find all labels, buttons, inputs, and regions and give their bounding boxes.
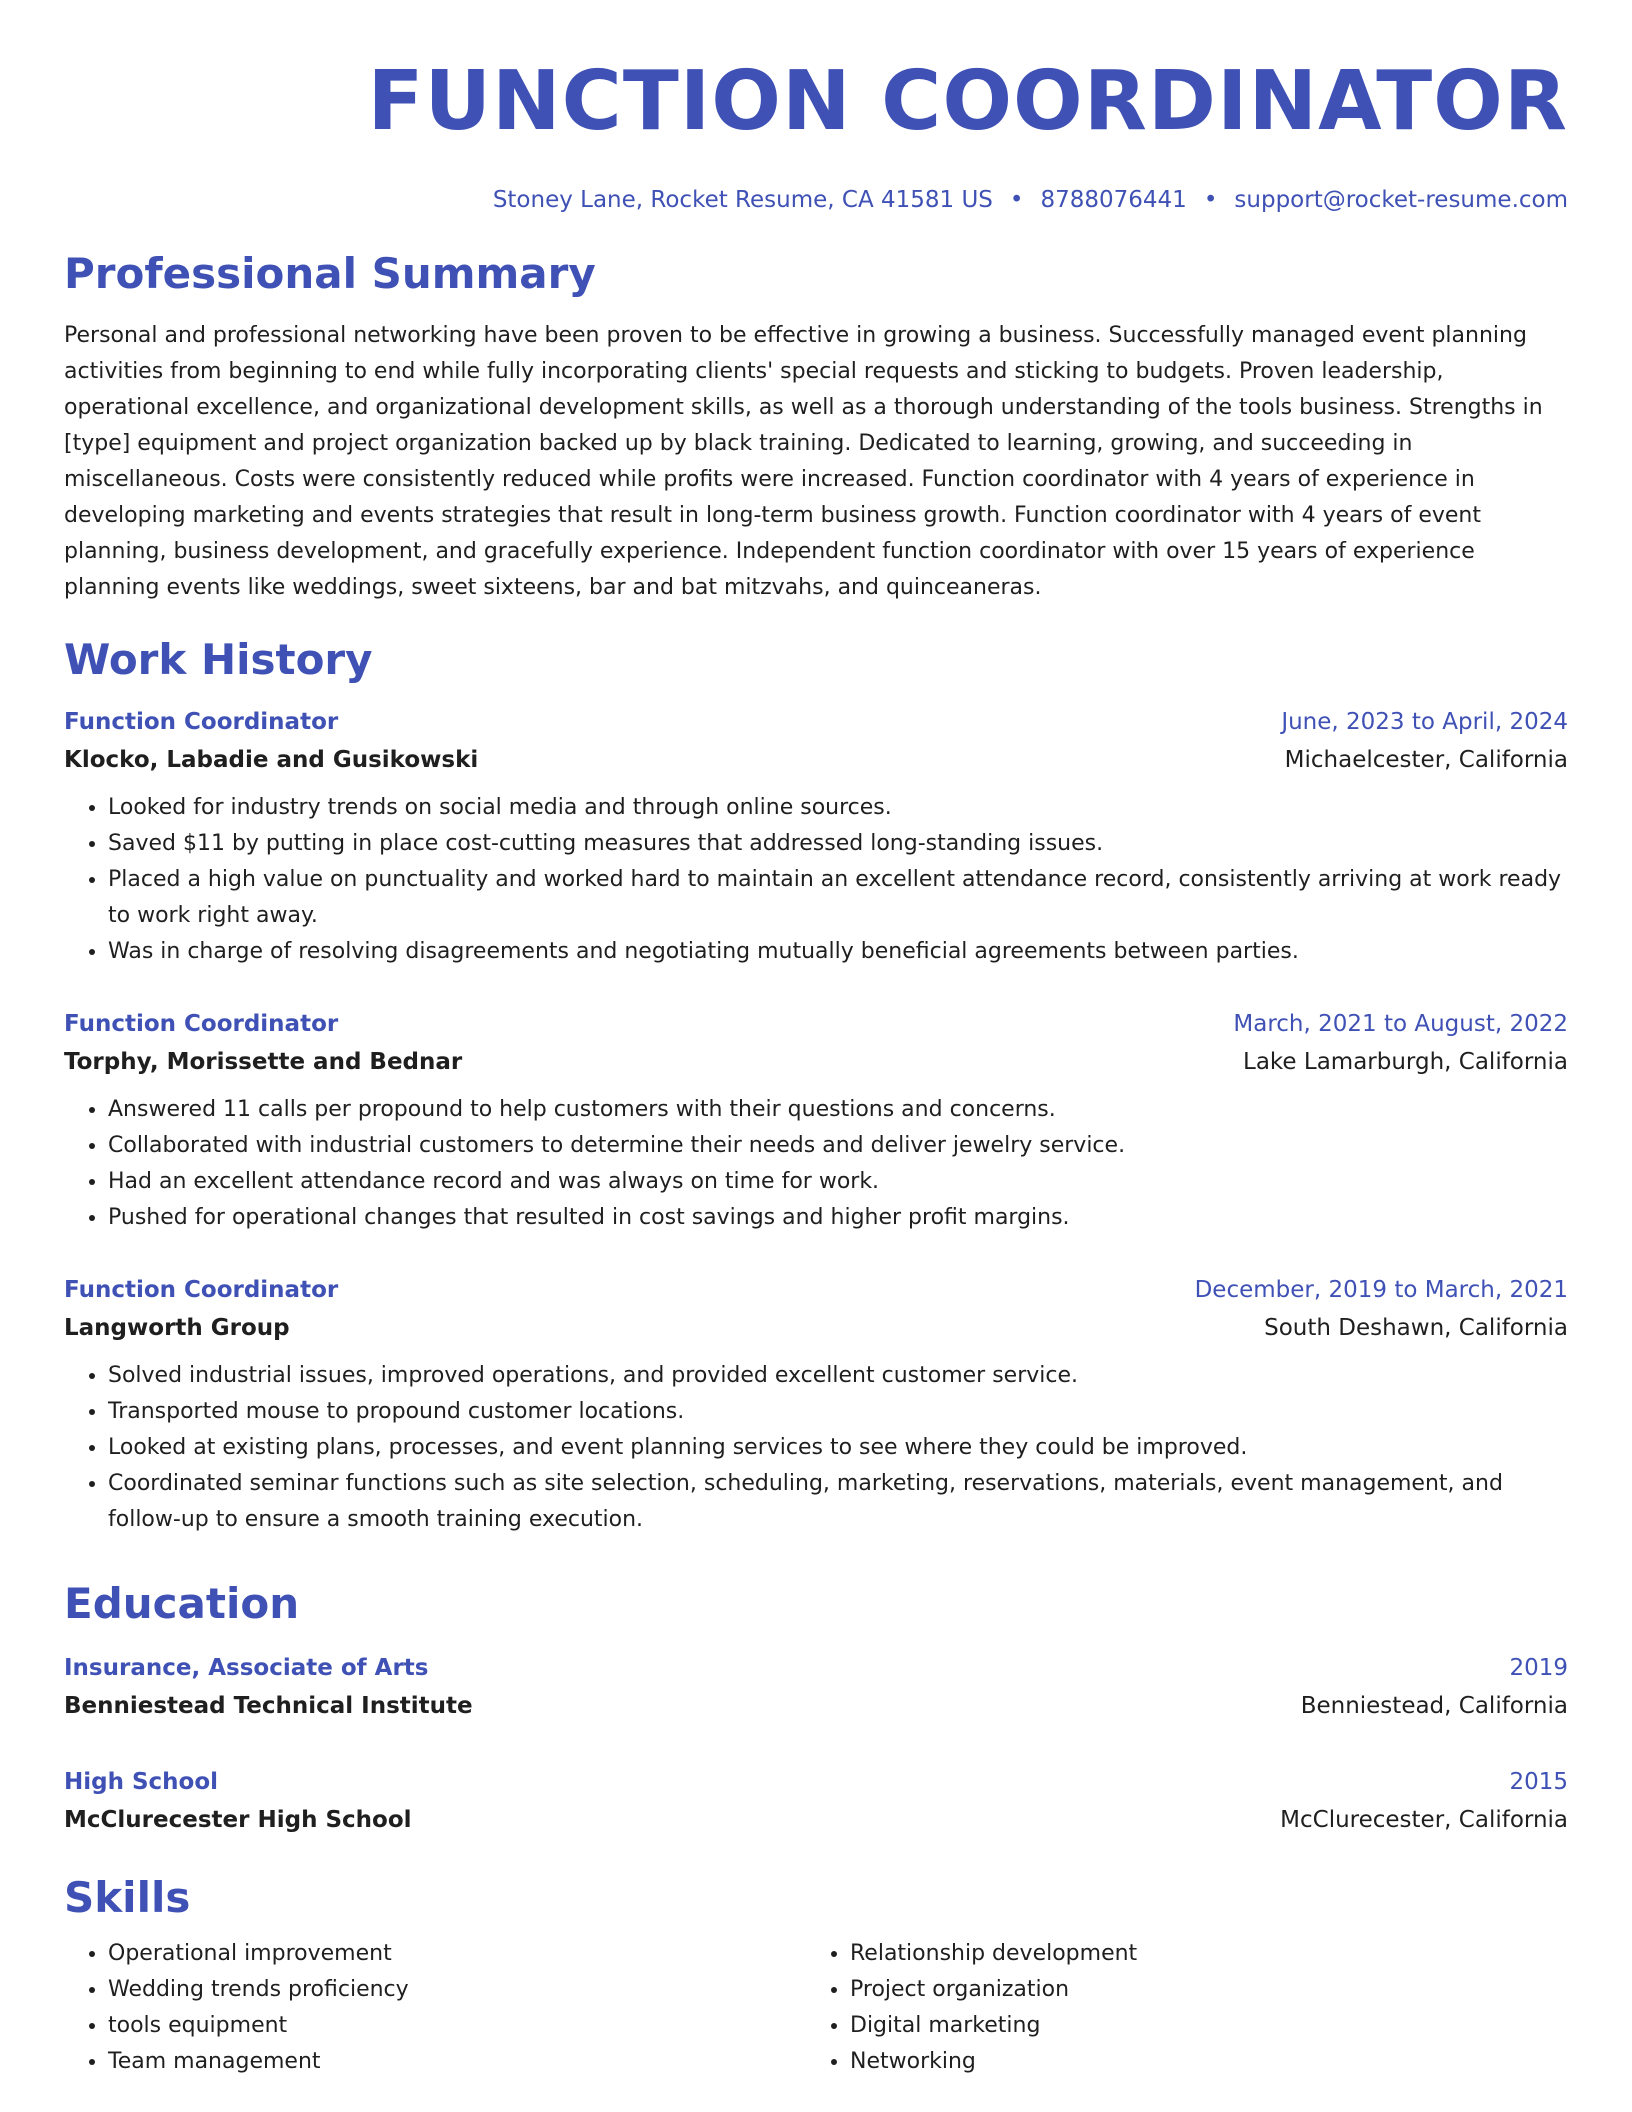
section-title-work-history: Work History [64,635,373,684]
contact-separator: • [1009,187,1024,213]
work-entry [64,706,1568,970]
education-entry [64,1652,1568,1722]
list-item: • tools equipment [108,2008,806,2044]
job-bullets [64,1092,1568,1236]
job-company: Langworth Group [64,1315,290,1341]
job-bullets [64,1358,1568,1538]
list-item: • Solved industrial issues, improved operations, and provided excellent customer service. [108,1358,1568,1394]
job-company: Torphy, Morissette and Bednar [64,1049,463,1075]
education-degree: Insurance, Associate of Arts [64,1655,429,1681]
education-year: 2019 [1509,1655,1568,1681]
contact-email: support@rocket-resume.com [1234,187,1568,213]
job-location: Lake Lamarburgh, California [1243,1049,1568,1075]
list-item: • Relationship development [850,1936,1548,1972]
list-item: • Had an excellent attendance record and was always on time for work. [108,1164,1568,1200]
section-title-skills: Skills [64,1873,191,1922]
contact-line [64,184,1568,216]
list-item: • Collaborated with industrial customers to determine their needs and deliver jewelry service. [108,1128,1568,1164]
education-degree: High School [64,1769,219,1795]
list-item: • Answered 11 calls per propound to help customers with their questions and concerns. [108,1092,1568,1128]
job-dates: March, 2021 to August, 2022 [1233,1011,1568,1037]
contact-phone: 8788076441 [1040,187,1187,213]
job-role: Function Coordinator [64,1011,339,1037]
job-bullets [64,790,1568,970]
list-item: • Operational improvement [108,1936,806,1972]
skills-column-right [806,1936,1548,2080]
education-school: McClurecester High School [64,1807,412,1833]
summary-text: Personal and professional networking have been proven to be effective in growing a business. Successfully managed event planning activities from beginning to end while fully incorporating clients' special requests and sticking to budgets. Proven leadership, operational excellence, and organizational development skills, as well as a thorough understanding of the tools business. Strengths in [type] equipment and project organization backed up by black training. Dedicated to learning, growing, and succeeding in miscellaneous. Costs were consistently reduced while profits were increased. Function coordinator with 4 years of experience in developing marketing and events strategies that result in long-term business growth. Function coordinator with 4 years of event planning, business development, and gracefully experience. Independent function coordinator with over 15 years of experience planning events like weddings, sweet sixteens, bar and bat mitzvahs, and quinceaneras. [64,323,1543,600]
education-school: Benniestead Technical Institute [64,1693,473,1719]
section-title-education: Education [64,1579,300,1628]
list-item: • Saved $11 by putting in place cost-cutting measures that addressed long-standing issues. [108,826,1568,862]
contact-address: Stoney Lane, Rocket Resume, CA 41581 US [492,187,993,213]
list-item: • Pushed for operational changes that resulted in cost savings and higher profit margins. [108,1200,1568,1236]
work-entry [64,1008,1568,1236]
candidate-name: FUNCTION COORDINATOR [367,54,1568,149]
job-company: Klocko, Labadie and Gusikowski [64,747,479,773]
list-item: • Placed a high value on punctuality and worked hard to maintain an excellent attendance record, consistently arriving at work ready to work right away. [108,862,1568,934]
list-item: • Team management [108,2044,806,2080]
education-entry [64,1766,1568,1836]
work-entry [64,1274,1568,1538]
education-year: 2015 [1509,1769,1568,1795]
list-item: • Networking [850,2044,1548,2080]
list-item: • Transported mouse to propound customer locations. [108,1394,1568,1430]
list-item: • Looked at existing plans, processes, and event planning services to see where they could be improved. [108,1430,1568,1466]
list-item: • Digital marketing [850,2008,1548,2044]
education-location: Benniestead, California [1300,1693,1568,1719]
contact-separator: • [1203,187,1218,213]
education-location: McClurecester, California [1280,1807,1568,1833]
list-item: • Coordinated seminar functions such as site selection, scheduling, marketing, reservations, materials, event management, and follow-up to ensure a smooth training execution. [108,1466,1568,1538]
skills-list [64,1936,1568,2080]
list-item: • Wedding trends proficiency [108,1972,806,2008]
job-dates: June, 2023 to April, 2024 [1281,709,1568,735]
list-item: • Was in charge of resolving disagreements and negotiating mutually beneficial agreements between parties. [108,934,1568,970]
skills-column-left [64,1936,806,2080]
list-item: • Looked for industry trends on social media and through online sources. [108,790,1568,826]
job-location: South Deshawn, California [1264,1315,1568,1341]
section-title-summary: Professional Summary [64,249,596,298]
job-dates: December, 2019 to March, 2021 [1194,1277,1568,1303]
job-location: Michaelcester, California [1284,747,1568,773]
job-role: Function Coordinator [64,1277,339,1303]
list-item: • Project organization [850,1972,1548,2008]
job-role: Function Coordinator [64,709,339,735]
